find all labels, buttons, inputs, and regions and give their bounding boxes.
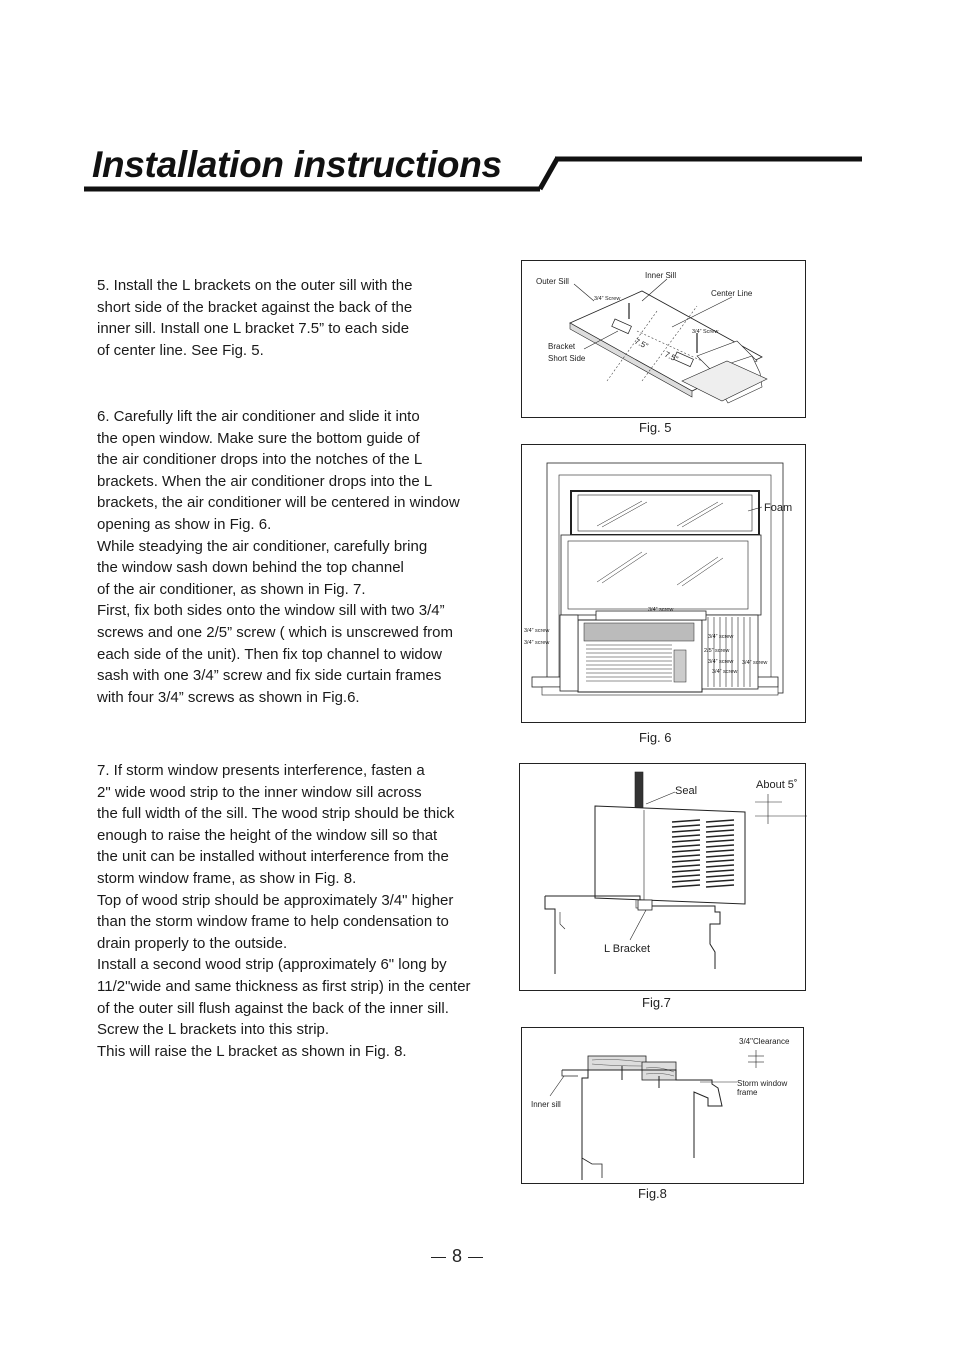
figure-6 <box>521 444 806 723</box>
figure-7 <box>519 763 806 991</box>
page-number-dash-right <box>468 1257 483 1258</box>
figure-6-caption: Fig. 6 <box>639 730 672 745</box>
label-inner-sill: Inner Sill <box>645 271 677 280</box>
label-screw-l1: 3/4” screw <box>524 628 550 634</box>
label-screw-r3: 3/4” screw <box>708 659 734 665</box>
figure-5 <box>521 260 806 418</box>
label-screw-top: 3/4” screw <box>648 607 674 613</box>
label-dim-b: 7.5” <box>663 349 680 364</box>
label-outer-sill: Outer Sill <box>536 277 569 286</box>
label-seal: Seal <box>675 785 698 797</box>
figure-8-drawing <box>522 1028 805 1185</box>
figure-6-drawing <box>522 445 807 724</box>
label-storm-frame: frame <box>737 1088 758 1097</box>
step-6-text: 6. Carefully lift the air conditioner and slide it into the open window. Make sure the bottom guide of the air conditioner drops into the notches of the L brackets. When the air conditioner drops into the L brackets, the air conditioner will be centered in window opening as show in Fig. 6. While steadying the air conditioner, carefully bring the window sash down behind the top channel of the air conditioner, as shown in Fig. 7. First, fix both sides onto the window sill with two 3/4” screws and one 2/5” screw ( which is unscrewed from each side of the unit). Then fix top channel to widow sash with one 3/4” screw and fix side curtain frames with four 3/4” screws as shown in Fig.6. <box>97 408 460 706</box>
page-title: Installation instructions <box>92 144 502 185</box>
label-screw-b: 3/4” Screw <box>692 329 719 335</box>
label-short-side: Short Side <box>548 354 586 363</box>
label-screw-r1: 3/4” screw <box>708 634 734 640</box>
step-7-text: 7. If storm window presents interference, fasten a 2" wide wood strip to the inner window sill across the full width of the sill. The wood strip should be thick enough to raise the height of the window sill so that the unit can be installed without interference from the storm window frame, as show in Fig. 8. Top of wood strip should be approximately 3/4" higher than the storm window frame to help condensation to drain properly to the outside. Install a second wood strip (approximately 6" long by 11/2"wide and same thickness as first strip) in the center of the outer sill flush against the back of the inner sill. Screw the L brackets into this strip. This will raise the L bracket as shown in Fig. 8. <box>97 762 471 1060</box>
label-storm-window: Storm window <box>737 1079 788 1088</box>
label-about: About 5˚ <box>756 779 798 791</box>
figure-5-drawing <box>522 261 807 419</box>
step-5-text: 5. Install the L brackets on the outer sill with the short side of the bracket against the back of the inner sill. Install one L bracket 7.5” to each side of center line. See Fig. 5. <box>97 277 413 359</box>
label-clearance: 3/4"Clearance <box>739 1037 790 1046</box>
label-inner-sill: Inner sill <box>531 1100 561 1109</box>
label-screw-r2: 2/5” screw <box>704 648 730 654</box>
label-center-line: Center Line <box>711 289 753 298</box>
figure-8-caption: Fig.8 <box>638 1186 667 1201</box>
label-foam: Foam <box>764 502 793 514</box>
figure-7-caption: Fig.7 <box>642 995 671 1010</box>
label-screw-r4: 3/4” screw <box>742 660 768 666</box>
figure-8 <box>521 1027 804 1184</box>
label-screw-a: 3/4” Screw <box>594 296 621 302</box>
label-screw-r5: 3/4” screw <box>712 669 738 675</box>
label-bracket: Bracket <box>548 342 576 351</box>
page-number: 8 <box>424 1246 490 1267</box>
label-screw-l2: 3/4” screw <box>524 640 550 646</box>
title-underline <box>0 0 954 200</box>
page-number-dash-left <box>431 1257 446 1258</box>
label-l-bracket: L Bracket <box>604 943 651 955</box>
label-dim-a: 7.5” <box>633 336 650 351</box>
figure-5-caption: Fig. 5 <box>639 420 672 435</box>
figure-7-drawing <box>520 764 807 992</box>
